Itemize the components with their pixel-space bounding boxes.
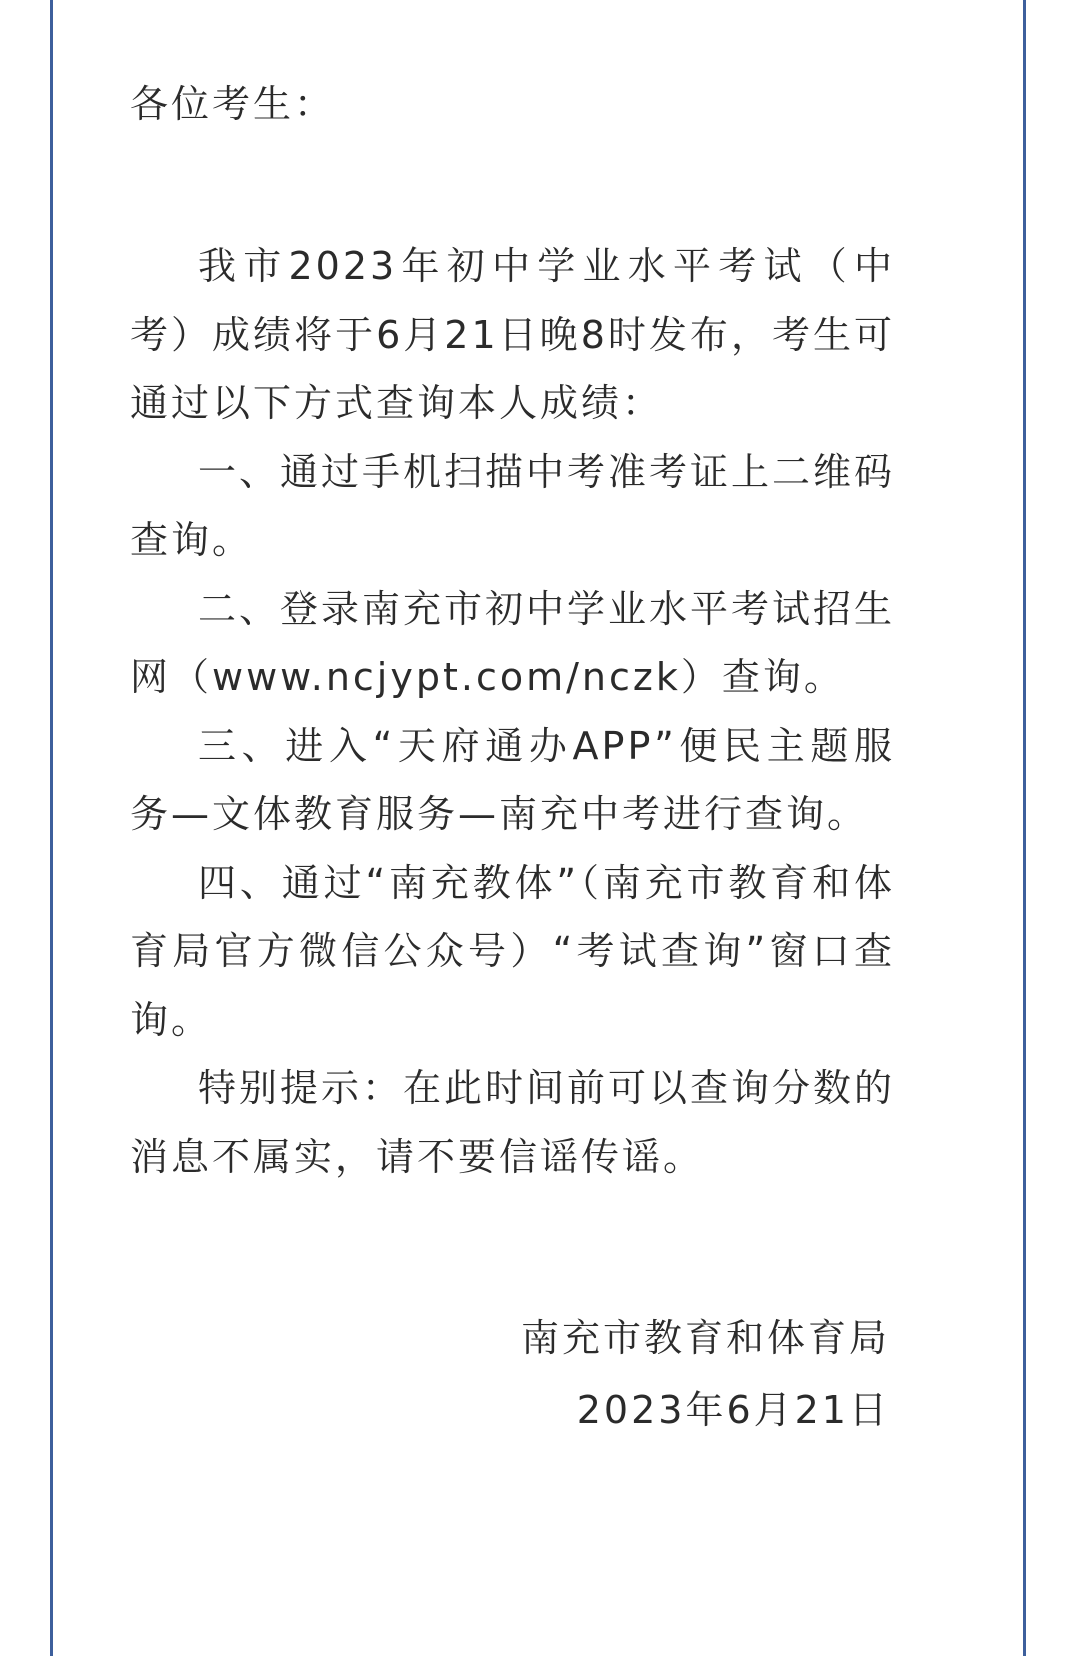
signature-block — [521, 1302, 890, 1446]
issuing-organization: 南充市教育和体育局 — [520, 1316, 890, 1360]
special-notice-paragraph: 特别提示：在此时间前可以查询分数的消息不属实，请不要信谣传谣。 — [130, 1066, 896, 1179]
method-4-paragraph: 四、通过“南充教体”（南充市教育和体育局官方微信公众号）“考试查询”窗口查询。 — [130, 860, 895, 1042]
greeting: 各位考生： — [130, 82, 336, 126]
intro-paragraph: 我市2023年初中学业水平考试（中考）成绩将于6月21日晚8时发布，考生可通过以下方式查询本人成绩： — [130, 244, 895, 425]
notice-body — [130, 70, 895, 1191]
issue-date: 2023年6月21日 — [576, 1388, 890, 1432]
method-1-paragraph: 一、通过手机扫描中考准考证上二维码查询。 — [130, 449, 896, 562]
notice-paragraphs — [130, 232, 895, 1191]
method-3-paragraph: 三、进入“天府通办APP”便民主题服务—文体教育服务—南充中考进行查询。 — [130, 723, 895, 836]
method-2-paragraph: 二、登录南充市初中学业水平考试招生网（www.ncjypt.com/nczk）查询。 — [130, 586, 896, 699]
